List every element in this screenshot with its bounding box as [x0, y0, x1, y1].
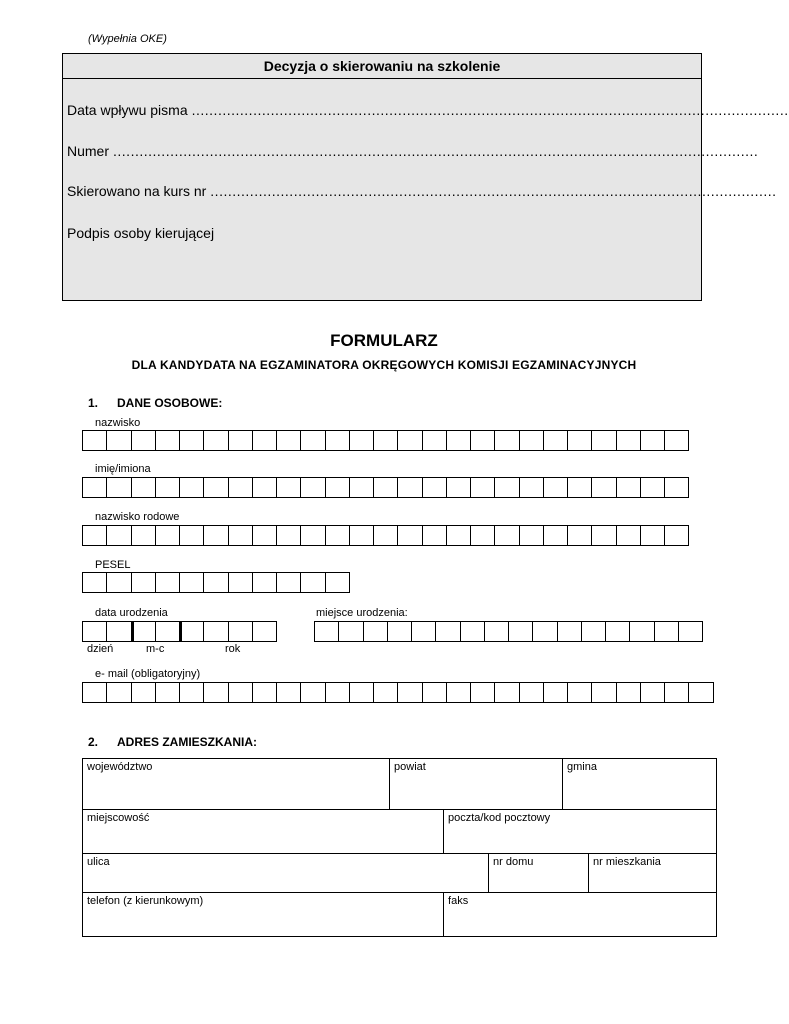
char-box[interactable]	[106, 621, 131, 642]
family-name-boxes[interactable]	[82, 525, 688, 546]
birth-place-label: miejsce urodzenia:	[316, 607, 408, 619]
char-box[interactable]	[155, 430, 180, 451]
char-box[interactable]	[591, 477, 616, 498]
district-field[interactable]	[390, 759, 563, 810]
section1-title: DANE OSOBOWE:	[117, 396, 223, 410]
number-line[interactable]	[67, 143, 759, 159]
char-box[interactable]	[640, 477, 665, 498]
address-table	[82, 758, 717, 937]
locality-label: miejscowość	[87, 812, 150, 824]
char-box[interactable]	[300, 525, 325, 546]
year-label: rok	[225, 643, 241, 655]
phone-label: telefon (z kierunkowym)	[87, 895, 204, 907]
char-box[interactable]	[179, 682, 204, 703]
char-box[interactable]	[155, 572, 180, 593]
char-box[interactable]	[494, 477, 519, 498]
house-no-label: nr domu	[493, 856, 534, 868]
char-box[interactable]	[470, 477, 495, 498]
char-box[interactable]	[349, 477, 374, 498]
surname-boxes[interactable]	[82, 430, 688, 451]
char-box[interactable]	[203, 430, 228, 451]
char-box[interactable]	[591, 430, 616, 451]
course-number-dots: .................................................................................................................................	[210, 183, 777, 199]
surname-label: nazwisko	[95, 417, 141, 429]
char-box[interactable]	[640, 525, 665, 546]
commune-field[interactable]	[563, 759, 717, 810]
char-box[interactable]	[387, 621, 412, 642]
char-box[interactable]	[446, 477, 471, 498]
fax-label: faks	[448, 895, 469, 907]
char-box[interactable]	[131, 430, 156, 451]
char-box[interactable]	[82, 430, 107, 451]
char-box[interactable]	[228, 525, 253, 546]
char-box[interactable]	[422, 430, 447, 451]
char-box[interactable]	[373, 682, 398, 703]
char-box[interactable]	[373, 477, 398, 498]
signature-label: Podpis osoby kierującej	[67, 225, 215, 241]
char-box[interactable]	[106, 682, 131, 703]
char-box[interactable]	[591, 682, 616, 703]
char-box[interactable]	[532, 621, 557, 642]
char-box[interactable]	[155, 477, 180, 498]
char-box[interactable]	[616, 477, 641, 498]
char-box[interactable]	[82, 621, 107, 642]
decision-title: Decyzja o skierowaniu na szkolenie	[63, 54, 701, 79]
form-subtitle: DLA KANDYDATA NA EGZAMINATORA OKRĘGOWYCH KOMISJI EGZAMINACYJNYCH	[131, 358, 637, 372]
family-name-label: nazwisko rodowe	[95, 511, 180, 523]
house-no-field[interactable]	[489, 854, 589, 893]
char-box[interactable]	[494, 525, 519, 546]
char-box[interactable]	[82, 477, 107, 498]
char-box[interactable]	[543, 430, 568, 451]
receipt-date-label: Data wpływu pisma	[67, 102, 188, 118]
pesel-boxes[interactable]	[82, 572, 349, 593]
char-box[interactable]	[397, 477, 422, 498]
char-box[interactable]	[155, 525, 180, 546]
char-box[interactable]	[82, 572, 107, 593]
char-box[interactable]	[228, 572, 253, 593]
char-box[interactable]	[106, 477, 131, 498]
char-box[interactable]	[422, 525, 447, 546]
char-box[interactable]	[435, 621, 460, 642]
char-box[interactable]	[688, 682, 713, 703]
char-box[interactable]	[664, 682, 689, 703]
char-box[interactable]	[557, 621, 582, 642]
char-box[interactable]	[397, 525, 422, 546]
char-box[interactable]	[616, 525, 641, 546]
char-box[interactable]	[82, 682, 107, 703]
char-box[interactable]	[664, 525, 689, 546]
char-box[interactable]	[581, 621, 606, 642]
section2-title: ADRES ZAMIESZKANIA:	[117, 735, 257, 749]
char-box[interactable]	[678, 621, 703, 642]
char-box[interactable]	[179, 430, 204, 451]
char-box[interactable]	[131, 477, 156, 498]
char-box[interactable]	[252, 430, 277, 451]
char-box[interactable]	[519, 477, 544, 498]
char-box[interactable]	[460, 621, 485, 642]
char-box[interactable]	[446, 682, 471, 703]
char-box[interactable]	[179, 525, 204, 546]
course-number-label: Skierowano na kurs nr	[67, 183, 207, 199]
apartment-no-field[interactable]	[589, 854, 717, 893]
char-box[interactable]	[616, 682, 641, 703]
char-box[interactable]	[82, 525, 107, 546]
email-label: e- mail (obligatoryjny)	[95, 668, 201, 680]
fax-field[interactable]	[444, 893, 717, 937]
char-box[interactable]	[519, 525, 544, 546]
char-box[interactable]	[106, 430, 131, 451]
char-box[interactable]	[252, 682, 277, 703]
voivodeship-field[interactable]	[83, 759, 390, 810]
signature-line[interactable]	[67, 225, 699, 241]
char-box[interactable]	[300, 477, 325, 498]
char-box[interactable]	[203, 525, 228, 546]
char-box[interactable]	[179, 621, 204, 642]
char-box[interactable]	[446, 430, 471, 451]
char-box[interactable]	[179, 572, 204, 593]
receipt-date-line[interactable]	[67, 102, 789, 118]
post-office-field[interactable]	[444, 810, 717, 854]
char-box[interactable]	[300, 430, 325, 451]
char-box[interactable]	[155, 682, 180, 703]
char-box[interactable]	[519, 430, 544, 451]
char-box[interactable]	[664, 477, 689, 498]
char-box[interactable]	[640, 682, 665, 703]
char-box[interactable]	[616, 430, 641, 451]
char-box[interactable]	[314, 621, 339, 642]
char-box[interactable]	[494, 430, 519, 451]
char-box[interactable]	[203, 621, 228, 642]
char-box[interactable]	[300, 572, 325, 593]
char-box[interactable]	[654, 621, 679, 642]
char-box[interactable]	[276, 525, 301, 546]
char-box[interactable]	[276, 430, 301, 451]
char-box[interactable]	[276, 477, 301, 498]
char-box[interactable]	[664, 430, 689, 451]
char-box[interactable]	[543, 682, 568, 703]
char-box[interactable]	[470, 430, 495, 451]
char-box[interactable]	[338, 621, 363, 642]
number-label: Numer	[67, 143, 110, 159]
locality-field[interactable]	[83, 810, 444, 854]
char-box[interactable]	[422, 682, 447, 703]
course-number-line[interactable]	[67, 183, 777, 199]
char-box[interactable]	[567, 477, 592, 498]
char-box[interactable]	[349, 682, 374, 703]
char-box[interactable]	[252, 525, 277, 546]
char-box[interactable]	[228, 682, 253, 703]
char-box[interactable]	[179, 477, 204, 498]
month-label: m-c	[146, 643, 165, 655]
fill-by-oke-note: (Wypełnia OKE)	[88, 33, 167, 45]
day-label: dzień	[87, 643, 114, 655]
char-box[interactable]	[349, 525, 374, 546]
char-box[interactable]	[131, 572, 156, 593]
char-box[interactable]	[640, 430, 665, 451]
char-box[interactable]	[446, 525, 471, 546]
char-box[interactable]	[411, 621, 436, 642]
char-box[interactable]	[363, 621, 388, 642]
char-box[interactable]	[508, 621, 533, 642]
names-boxes[interactable]	[82, 477, 688, 498]
street-field[interactable]	[83, 854, 489, 893]
birth-date-label: data urodzenia	[95, 607, 168, 619]
commune-label: gmina	[567, 761, 597, 773]
char-box[interactable]	[228, 477, 253, 498]
char-box[interactable]	[300, 682, 325, 703]
char-box[interactable]	[276, 572, 301, 593]
char-box[interactable]	[203, 572, 228, 593]
char-box[interactable]	[567, 682, 592, 703]
char-box[interactable]	[155, 621, 180, 642]
char-box[interactable]	[131, 682, 156, 703]
char-box[interactable]	[567, 525, 592, 546]
street-label: ulica	[87, 856, 110, 868]
char-box[interactable]	[131, 525, 156, 546]
char-box[interactable]	[325, 430, 350, 451]
referral-decision-box	[62, 53, 789, 301]
char-box[interactable]	[276, 682, 301, 703]
pesel-label: PESEL	[95, 559, 131, 571]
char-box[interactable]	[349, 430, 374, 451]
char-box[interactable]	[470, 682, 495, 703]
char-box[interactable]	[397, 682, 422, 703]
names-label: imię/imiona	[95, 463, 151, 475]
char-box[interactable]	[203, 682, 228, 703]
char-box[interactable]	[543, 525, 568, 546]
char-box[interactable]	[373, 430, 398, 451]
char-box[interactable]	[252, 477, 277, 498]
apartment-no-label: nr mieszkania	[593, 856, 661, 868]
char-box[interactable]	[629, 621, 654, 642]
post-office-label: poczta/kod pocztowy	[448, 812, 551, 824]
voivodeship-label: województwo	[87, 761, 153, 773]
section2-number: 2.	[88, 735, 99, 749]
char-box[interactable]	[228, 430, 253, 451]
char-box[interactable]	[325, 682, 350, 703]
char-box[interactable]	[519, 682, 544, 703]
char-box[interactable]	[325, 525, 350, 546]
birth-place-boxes[interactable]	[314, 621, 702, 642]
char-box[interactable]	[325, 572, 350, 593]
char-box[interactable]	[106, 572, 131, 593]
char-box[interactable]	[325, 477, 350, 498]
receipt-date-dots: ........................................................................................................................................	[191, 102, 789, 118]
email-boxes[interactable]	[82, 682, 713, 703]
char-box[interactable]	[470, 525, 495, 546]
char-box[interactable]	[543, 477, 568, 498]
char-box[interactable]	[203, 477, 228, 498]
char-box[interactable]	[567, 430, 592, 451]
section1-number: 1.	[88, 396, 99, 410]
char-box[interactable]	[131, 621, 156, 642]
char-box[interactable]	[373, 525, 398, 546]
char-box[interactable]	[422, 477, 447, 498]
char-box[interactable]	[252, 572, 277, 593]
char-box[interactable]	[228, 621, 253, 642]
char-box[interactable]	[252, 621, 277, 642]
form-title: FORMULARZ	[330, 331, 438, 350]
char-box[interactable]	[591, 525, 616, 546]
birth-date-boxes[interactable]	[82, 621, 276, 642]
phone-field[interactable]	[83, 893, 444, 937]
char-box[interactable]	[605, 621, 630, 642]
char-box[interactable]	[494, 682, 519, 703]
char-box[interactable]	[484, 621, 509, 642]
char-box[interactable]	[397, 430, 422, 451]
number-dots: ...................................................................................................................................................	[113, 143, 759, 159]
district-label: powiat	[394, 761, 426, 773]
char-box[interactable]	[106, 525, 131, 546]
